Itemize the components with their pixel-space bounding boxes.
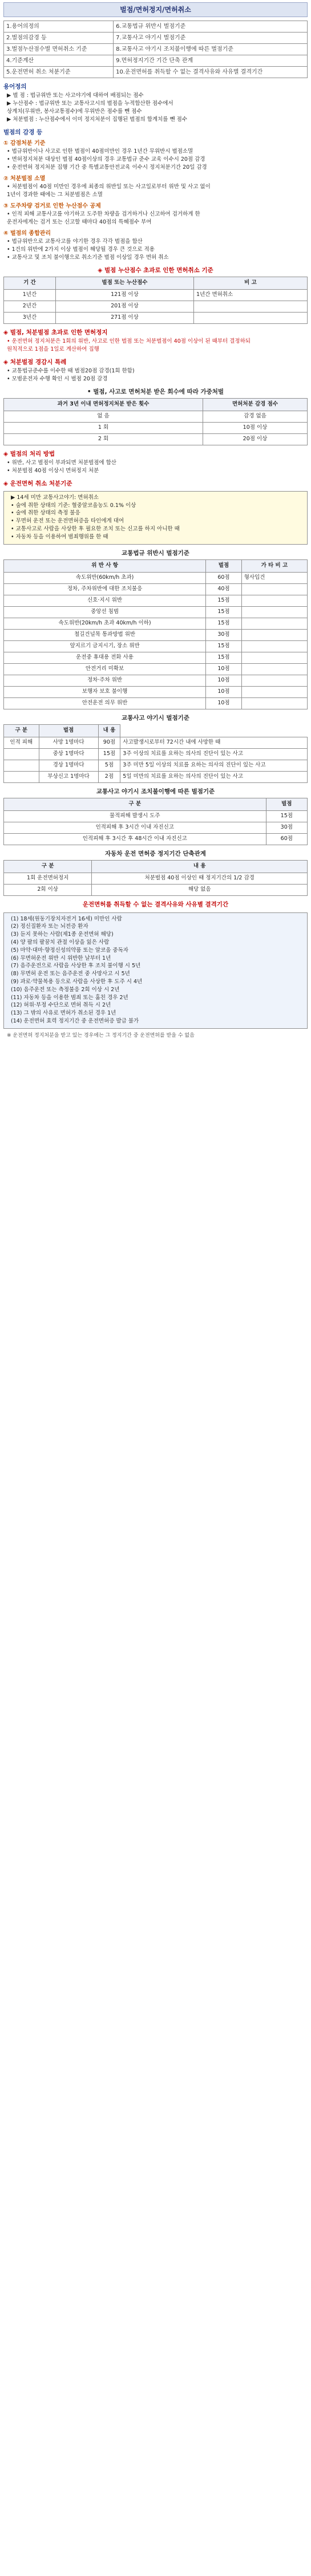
- table-cell: 10점: [206, 697, 242, 709]
- text-line: 상계치(무위반, 봉사교통점수)에 무위반은 점수를 뺀 점수: [7, 108, 142, 115]
- table-cell: 15점: [206, 618, 242, 629]
- accident-points-table: [3, 724, 308, 783]
- text-line: ▶ 벌 점 : 법규위반 또는 사고야기에 대하여 배점되는 점수: [7, 92, 144, 99]
- text-line: • 교통사고 및 조치 불이행으로 취소기준 벌점 이상일 경우 면허 취소: [7, 254, 169, 261]
- table-cell: 사고발생시로부터 72시간 내에 사망한 때: [120, 737, 308, 749]
- section-heading: ◈ 운전면허 취소 처분기준: [3, 480, 72, 487]
- table-row: [4, 811, 308, 822]
- text-line: (9) 과로·약물복용 등으로 사람을 사상한 후 도주 시 4년: [11, 979, 143, 985]
- table-cell: [241, 663, 307, 675]
- table-cell: 15점: [206, 606, 242, 618]
- table-cell: 물적피해 발생시 도주: [4, 811, 266, 822]
- table-cell: 부상신고 1명마다: [39, 772, 98, 783]
- table-cell: 처분벌점 40점 이상인 때 정지기간의 1/2 감경: [92, 873, 308, 885]
- violation-points-table: [3, 559, 308, 709]
- table-row: [4, 572, 308, 583]
- section-heading: ◈ 처분벌점 경감시 특례: [3, 358, 67, 366]
- table-cell: 5일 미만의 치료를 요하는 의사의 진단이 있는 사고: [120, 772, 308, 783]
- text-line: 1년이 경과한 때에는 그 처분벌점은 소멸: [7, 192, 103, 198]
- column-header: 면허처분 감경 점수: [203, 398, 308, 411]
- table-cell: 정차·주차 위반: [4, 675, 206, 686]
- table-cell: 90점: [98, 737, 120, 749]
- table-cell: 3년간: [4, 313, 56, 324]
- text-line: • 1건의 위반에 2가지 이상 벌점이 해당될 경우 큰 것으로 적용: [7, 246, 155, 253]
- table-cell: 안전운전 의무 위반: [4, 697, 206, 709]
- column-header: 구 분: [4, 861, 92, 873]
- table-cell: 60점: [206, 572, 242, 583]
- non-compliance-table: [3, 798, 308, 845]
- table-cell: 271점 이상: [55, 313, 193, 324]
- text-line: (7) 음주운전으로 사람을 사상한 후 조치 불이행 시 5년: [11, 963, 141, 969]
- toc-row: [4, 67, 308, 78]
- text-line: ▶ 처분벌점 : 누산점수에서 이미 정지처분이 집행된 벌점의 합계치를 뺀 점수: [7, 116, 188, 123]
- table-cell: 인적피해 후 3시간 후 48시간 이내 자진신고: [4, 834, 266, 845]
- toc-link[interactable]: 7.교통사고 야기시 벌점기준: [114, 33, 308, 44]
- toc-link[interactable]: 5.운전면허 취소 처분기준: [4, 67, 114, 78]
- toc-row: [4, 44, 308, 55]
- table-cell: 사망 1명마다: [39, 737, 98, 749]
- table-cell: 감경 없음: [203, 411, 308, 422]
- table-cell: [4, 772, 39, 783]
- section-heading: ◈ 벌점의 처리 방법: [3, 450, 55, 457]
- text-line: (1) 18세(원동기장치자전거 16세) 미만인 사람: [11, 915, 122, 922]
- table-cell: 인적피해 후 3시간 이내 자진신고: [4, 822, 266, 834]
- text-line: (5) 마약·대마·향정신성의약품 또는 알코올 중독자: [11, 947, 128, 954]
- column-header: 기 간: [4, 277, 56, 290]
- table-row: [4, 772, 308, 783]
- table-cell: 철길건널목 통과방법 위반: [4, 629, 206, 640]
- toc-link[interactable]: 4.기준계산: [4, 55, 114, 67]
- text-line: • 처분벌점이 40점 미만인 경우에 최종의 위반일 또는 사고일로부터 위반 및 사고 없이: [7, 184, 211, 190]
- table-cell: 15점: [266, 811, 307, 822]
- table-cell: 15점: [206, 652, 242, 663]
- sub-heading: ③ 도주차량 검거로 인한 누산점수 공제: [3, 202, 101, 209]
- disqualification-box: [3, 912, 308, 1029]
- text-line: 운전자에게는 검거 또는 신고할 때마다 40점의 특혜점수 부여: [7, 219, 152, 226]
- table-row: [4, 737, 308, 749]
- table-row: [4, 313, 308, 324]
- table-cell: 형사입건: [241, 572, 307, 583]
- table-cell: 10점: [206, 663, 242, 675]
- table-cell: [4, 749, 39, 760]
- table-row: [4, 595, 308, 606]
- table-title: 운전면허를 취득할 수 없는 결격사유와 사유별 결격기간: [82, 901, 229, 908]
- text-line: • 교통법규준수를 이수한 때 벌점20점 감경(1회 한함): [7, 368, 135, 375]
- table-title: 교통법규 위반시 벌점기준: [122, 549, 189, 557]
- table-cell: 속도위반(60km/h 초과): [4, 572, 206, 583]
- table-cell: 201점 이상: [55, 301, 193, 313]
- table-cell: 40점: [206, 583, 242, 595]
- table-cell: 30점: [206, 629, 242, 640]
- table-cell: 2년간: [4, 301, 56, 313]
- toc-row: [4, 21, 308, 33]
- table-row: [4, 301, 308, 313]
- text-line: (6) 무면허운전 위반 시 위반한 날부터 1년: [11, 955, 111, 962]
- toc-link[interactable]: 10.운전면허를 취득할 수 없는 결격사유와 사유별 결격기간: [114, 67, 308, 78]
- table-cell: 10점 이상: [203, 422, 308, 433]
- table-cell: [241, 697, 307, 709]
- text-line: • 위반, 사고 벌점이 부과되면 처분벌점에 합산: [7, 460, 116, 466]
- text-line: • 교통사고로 사람을 사상한 후 필요한 조치 또는 신고를 하지 아니한 때: [11, 526, 180, 533]
- table-cell: 30점: [266, 822, 307, 834]
- column-header: 과거 3년 이내 면허정지처분 받은 횟수: [4, 398, 203, 411]
- table-header-row: [4, 861, 308, 873]
- text-line: (10) 음주운전 또는 측정불응 2회 이상 시 2년: [11, 986, 120, 993]
- toc-row: [4, 33, 308, 44]
- column-header: 구 분: [4, 798, 266, 811]
- section-definitions: [3, 83, 308, 123]
- table-row: [4, 583, 308, 595]
- table-row: [4, 749, 308, 760]
- footer-note: ※ 운전면허 정지처분을 받고 있는 경우에는 그 정지기간 중 운전면허를 받을 수 없음: [7, 1032, 195, 1038]
- table-cell: 15점: [98, 749, 120, 760]
- table-cell: 중상 1명마다: [39, 749, 98, 760]
- table-header-row: [4, 798, 308, 811]
- section-reduction: [3, 128, 308, 262]
- cancel-criteria-box: [3, 491, 308, 545]
- table-row: [4, 606, 308, 618]
- text-line: • 처분벌점 40점 이상시 면허정지 처분: [7, 467, 99, 474]
- table-row: [4, 760, 308, 772]
- section-heading: 벌점의 감경 등: [3, 128, 43, 136]
- column-header: 벌점: [206, 559, 242, 572]
- table-cell: 신호·지시 위반: [4, 595, 206, 606]
- toc-table: [3, 21, 308, 78]
- column-header: 벌점: [39, 725, 98, 737]
- table-row: [4, 629, 308, 640]
- table-row: [4, 675, 308, 686]
- table-header-row: [4, 725, 308, 737]
- table-cell: 앞지르기 금지시기, 장소 위반: [4, 640, 206, 652]
- table-row: [4, 885, 308, 896]
- table-cell: [241, 595, 307, 606]
- table-cell: 1년간: [4, 290, 56, 301]
- table-cell: 경상 1명마다: [39, 760, 98, 772]
- table-cell: [4, 760, 39, 772]
- column-header: 내 용: [92, 861, 308, 873]
- table-cell: 2점: [98, 772, 120, 783]
- table-cell: 60점: [266, 834, 307, 845]
- table-cell: 안전거리 미확보: [4, 663, 206, 675]
- table-title: 자동차 운전 면허증 정지기간 단축관계: [105, 850, 206, 858]
- text-line: ▶ 14세 미만 교통사고야기: 면허취소: [11, 494, 99, 501]
- text-line: • 법규위반이나 사고로 인한 벌점이 40점미만인 경우 1년간 무위반시 벌점소멸: [7, 148, 193, 155]
- text-line: • 술에 취한 상태의 측정 불응: [11, 510, 80, 517]
- text-line: (11) 자동차 등을 이용한 범죄 또는 훔친 경우 2년: [11, 994, 128, 1001]
- toc-link[interactable]: 3.벌점누산점수별 면허취소 기준: [4, 44, 114, 55]
- table-cell: 3주 미만 5일 이상의 치료를 요하는 의사의 진단이 있는 사고: [120, 760, 308, 772]
- table-cell: 10점: [206, 686, 242, 697]
- table-row: [4, 433, 308, 445]
- table-row: [4, 663, 308, 675]
- table-cell: 중앙선 침범: [4, 606, 206, 618]
- table-header-row: [4, 559, 308, 572]
- table-cell: 1회 운전면허정지: [4, 873, 92, 885]
- column-header: 가 타 비 고: [241, 559, 307, 572]
- table-cell: [241, 675, 307, 686]
- table-cell: 121점 이상: [55, 290, 193, 301]
- table-cell: 2 회: [4, 433, 203, 445]
- text-line: • 모범운전자 수행 확인 시 벌점 20점 감경: [7, 375, 108, 382]
- table-row: [4, 652, 308, 663]
- text-line: • 면허정지처분 대상인 벌점 40점이상의 경우 교통법규 준수 교육 이수시 20점 감경: [7, 156, 205, 163]
- text-line: (4) 양 팔의 팔꿈치 관절 이상을 잃은 사람: [11, 939, 110, 946]
- table-cell: 15점: [206, 640, 242, 652]
- suspension-reduction-table: [3, 860, 308, 896]
- table-cell: 2회 이상: [4, 885, 92, 896]
- text-line: • 운전면허 정지처분은 1회의 위반, 사고로 인한 벌점 또는 처분벌점이 40점 이상이 된 때부터 결정하되: [7, 338, 251, 345]
- text-line: (8) 무면허 운전 또는 음주운전 중 사망사고 시 5년: [11, 971, 130, 977]
- table-cell: [241, 652, 307, 663]
- sub-heading: ② 처분벌점 소멸: [3, 175, 46, 182]
- aggravation-table: [3, 398, 308, 445]
- column-header: 벌점 또는 누산점수: [55, 277, 193, 290]
- text-line: (3) 듣지 못하는 사람(제1종 운전면허 해당): [11, 931, 114, 938]
- table-cell: [194, 313, 308, 324]
- text-line: ▶ 누산점수 : 법규위반 또는 교통사고시의 벌점을 누적합산한 점수에서: [7, 100, 173, 107]
- table-row: [4, 422, 308, 433]
- text-line: • 법규위반으로 교통사고를 야기한 경우 각각 벌점을 합산: [7, 238, 143, 245]
- table-header-row: [4, 277, 308, 290]
- table-cell: 보행자 보호 불이행: [4, 686, 206, 697]
- table-row: [4, 873, 308, 885]
- table-row: [4, 834, 308, 845]
- toc-row: [4, 55, 308, 67]
- table-cell: 15점: [206, 595, 242, 606]
- text-line: (12) 허위·부정 수단으로 면허 취득 시 2년: [11, 1002, 111, 1009]
- table-cell: 없 음: [4, 411, 203, 422]
- text-line: 원칙적으로 1점을 1일로 계산하여 집행: [7, 346, 99, 353]
- text-line: (2) 정신질환자 또는 뇌전증 환자: [11, 923, 88, 930]
- section-heading: ◈ 벌점, 처분벌점 초과로 인한 면허정지: [3, 329, 108, 336]
- text-line: • 무면허 운전 또는 운전면허증을 타인에게 대여: [11, 518, 124, 525]
- table-cell: [241, 606, 307, 618]
- table-cell: [241, 640, 307, 652]
- table-row: [4, 290, 308, 301]
- text-line: (14) 운전면허 효력 정지기간 중 운전면허증 발급 불가: [11, 1018, 139, 1025]
- table-row: [4, 686, 308, 697]
- toc-link[interactable]: 2.벌점의감경 등: [4, 33, 114, 44]
- table-cell: [241, 618, 307, 629]
- table-cell: 1년간 면허취소: [194, 290, 308, 301]
- table-row: [4, 640, 308, 652]
- table-cell: 정차, 주차위반에 대한 조치불응: [4, 583, 206, 595]
- section-heading: 용어정의: [3, 83, 27, 91]
- toc-link[interactable]: 6.교통법규 위반시 벌점기준: [114, 21, 308, 33]
- toc-link[interactable]: 1.용어의정의: [4, 21, 114, 33]
- table-cell: 1 회: [4, 422, 203, 433]
- table-title: • 벌점, 사고로 면허처분 받은 회수에 따라 가중처벌: [87, 388, 224, 395]
- sub-heading: ④ 벌점의 종합관리: [3, 230, 51, 237]
- table-cell: 5점: [98, 760, 120, 772]
- sub-heading: ① 감점처분 기준: [3, 140, 46, 147]
- table-cell: 10점: [206, 675, 242, 686]
- page: [0, 0, 311, 1045]
- table-cell: [241, 629, 307, 640]
- text-line: (13) 그 밖의 사유로 면허가 취소된 경우 1년: [11, 1010, 116, 1017]
- table-row: [4, 697, 308, 709]
- column-header: 비 고: [194, 277, 308, 290]
- column-header: 내 용: [98, 725, 120, 737]
- table-cell: [194, 301, 308, 313]
- column-header: 벌점: [266, 798, 307, 811]
- table-row: [4, 618, 308, 629]
- table-cell: 20점 이상: [203, 433, 308, 445]
- table-cell: 3주 이상의 치료를 요하는 의사의 진단이 있는 사고: [120, 749, 308, 760]
- table-cell: [241, 583, 307, 595]
- text-line: • 운전면허 정지처분 집행 기간 중 특별교통안전교육 이수시 정지처분기간 20일 감경: [7, 164, 207, 171]
- table-cell: 속도위반(20km/h 초과 40km/h 이하): [4, 618, 206, 629]
- text-line: • 술에 취한 상태의 기준: 혈중알코올농도 0.1% 이상: [11, 502, 136, 509]
- table-title: 교통사고 야기시 조치불이행에 따른 벌점기준: [96, 788, 215, 796]
- table-cell: 인적 피해: [4, 737, 39, 749]
- table-title: 교통사고 야기시 벌점기준: [122, 714, 189, 721]
- text-line: • 인적 피해 교통사고를 야기하고 도주한 차량을 검거하거나 신고하여 검거하게 한: [7, 211, 200, 218]
- table-row: [4, 822, 308, 834]
- column-header: 구 분: [4, 725, 39, 737]
- text-line: • 자동차 등을 이용하여 범죄행위를 한 때: [11, 533, 108, 540]
- table-title: ◈ 벌점 누산점수 초과로 인한 면허취소 기준: [98, 266, 213, 274]
- table-cell: 해당 없음: [92, 885, 308, 896]
- toc-link[interactable]: 9.면허정지기간 기간 단축 관계: [114, 55, 308, 67]
- table-cell: [241, 686, 307, 697]
- column-header: 위 반 사 항: [4, 559, 206, 572]
- cancel-criteria-table: [3, 277, 308, 324]
- page-title: 벌점/면허정지/면허취소: [3, 2, 308, 17]
- table-row: [4, 411, 308, 422]
- table-cell: 운전중 휴대용 전화 사용: [4, 652, 206, 663]
- toc-link[interactable]: 8.교통사고 야기시 조치불이행에 따른 벌점기준: [114, 44, 308, 55]
- table-header-row: [4, 398, 308, 411]
